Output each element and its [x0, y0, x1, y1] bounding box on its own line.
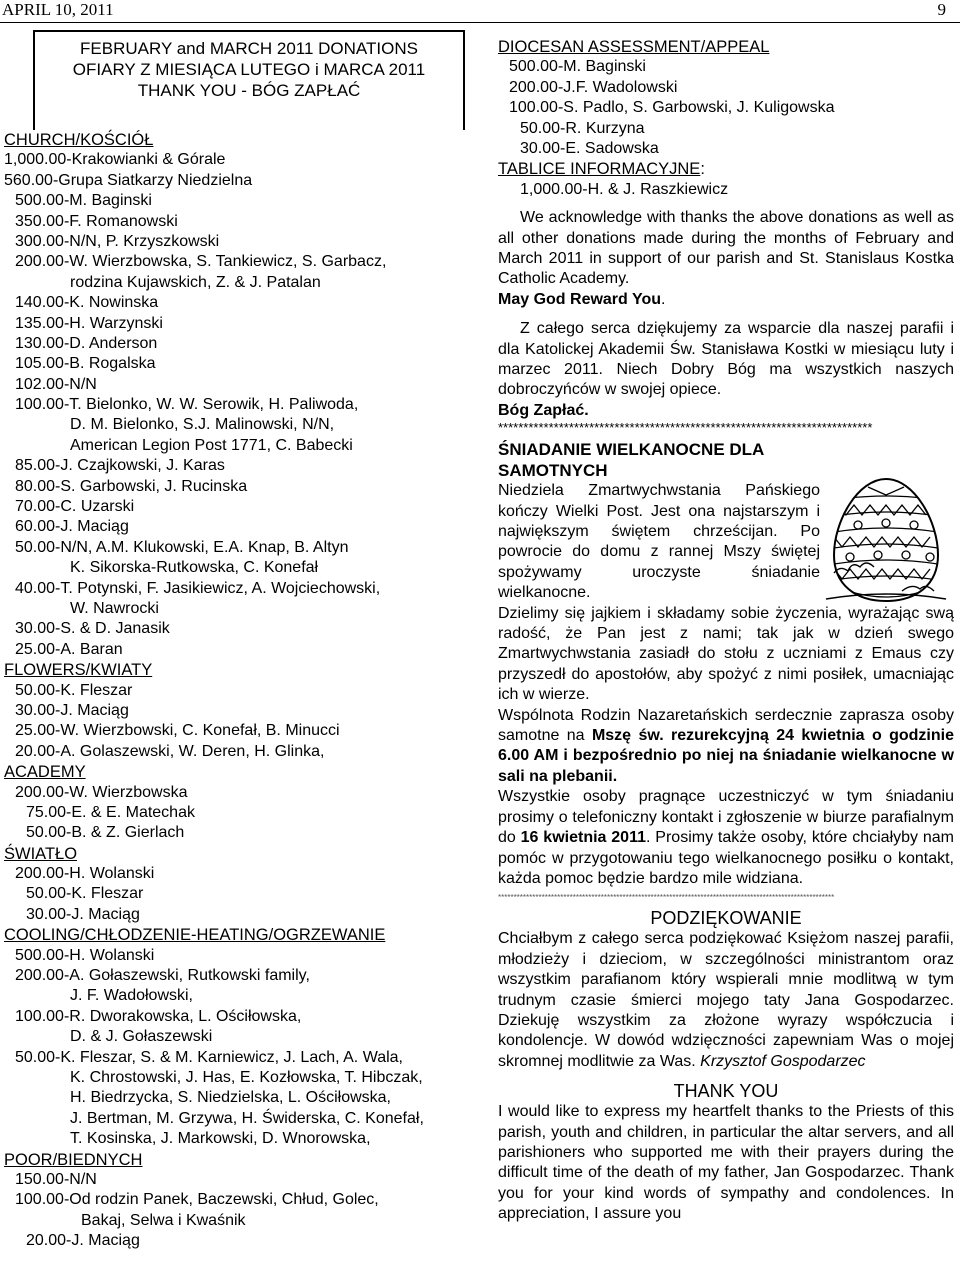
church-line: 135.00-H. Warzynski — [15, 314, 163, 332]
thank-you-text: I would like to express my heartfelt thanks to the Priests of this parish, youth and children, in particular the altar servers, and all parishioners who supported me with their prayers during the difficult time of the death of my father, Jan Gospodarzec. Thank you for your kind words of sympathy and condolences. In appreciation, I assure you — [498, 1103, 954, 1223]
flowers-heading: FLOWERS/KWIATY — [4, 661, 153, 680]
poor-line: Bakaj, Selwa i Kwaśnik — [81, 1211, 246, 1229]
light-line: 200.00-H. Wolanski — [15, 865, 155, 883]
light-line: 50.00-K. Fleszar — [26, 885, 144, 903]
church-line: 500.00-M. Baginski — [15, 192, 152, 210]
reward-english — [498, 290, 954, 310]
church-line: 300.00-N/N, P. Krzyszkowski — [15, 232, 220, 250]
flowers-line: 20.00-A. Golaszewski, W. Deren, H. Glinka, — [15, 742, 325, 760]
academy-section — [4, 762, 469, 844]
right-column — [498, 37, 954, 1225]
poor-line: 150.00-N/N — [15, 1170, 97, 1188]
poor-section — [4, 1150, 469, 1252]
church-line: 100.00-T. Bielonko, W. W. Serowik, H. Paliwoda, — [15, 396, 359, 414]
thanks-polish: Z całego serca dziękujemy za wsparcie dla naszej parafii i dla Katolickej Akademii Św. Stanisława Kostki w miesiącu luty i marzec 2011. Niech Dobry Bóg ma wszystkich naszych dobroczyńców w swojej opiece. — [498, 320, 954, 399]
church-section — [4, 130, 469, 660]
church-line: 140.00-K. Nowinska — [15, 294, 159, 312]
easter-egg-illustration — [818, 473, 954, 605]
heating-line: T. Kosinska, J. Markowski, D. Wnorowska, — [70, 1130, 371, 1148]
breakfast-paragraph-1: Niedziela Zmartwychwstania Pańskiego kończy Wielki Post. Jest ona najstarszym i największym świętem chrześcijan. Po powrocie do domu z rannej Mszy świętej spożywamy uroczyste śniadanie wielkanocne. — [498, 482, 820, 602]
reward-polish: Bóg Zapłać. — [498, 401, 589, 419]
church-line: rodzina Kujawskich, Z. & J. Patalan — [70, 273, 321, 291]
church-line: D. M. Bielonko, S.J. Malinowski, N/N, — [70, 416, 335, 434]
flowers-section — [4, 660, 469, 762]
heating-line: 100.00-R. Dworakowska, L. Ościłowska, — [15, 1007, 302, 1025]
breakfast-p3-rest: . Prosimy także osoby, które chciałyby nam pomóc w przygotowaniu tego wielkanocnego posiłku o kontakt, każda pomoc będzie bardzo mile widziana. — [498, 829, 955, 887]
poor-line: 100.00-Od rodzin Panek, Baczewski, Chłud, Golec, — [15, 1191, 379, 1209]
light-line: 30.00-J. Maciąg — [26, 905, 140, 923]
church-line: 40.00-T. Potynski, F. Jasikiewicz, A. Wojciechowski, — [15, 579, 381, 597]
diocesan-line: 50.00-R. Kurzyna — [520, 119, 645, 137]
light-section — [4, 844, 469, 926]
podziekowanie-signature: Krzysztof Gospodarzec — [700, 1052, 866, 1070]
poor-line: 20.00-J. Maciąg — [26, 1232, 140, 1250]
diocesan-line: 30.00-E. Sadowska — [520, 139, 659, 157]
heating-line: K. Chrostowski, J. Has, E. Kozłowska, T. Hibczak, — [70, 1068, 423, 1086]
breakfast-paragraph-2 — [498, 706, 954, 788]
church-line: K. Sikorska-Rutkowska, C. Konefał — [70, 559, 319, 577]
flowers-line: 25.00-W. Wierzbowski, C. Konefał, B. Minucci — [15, 722, 340, 740]
breakfast-paragraph-3 — [498, 787, 954, 889]
easter-egg-icon — [818, 473, 954, 605]
church-line: 130.00-D. Anderson — [15, 334, 158, 352]
title-line-1: FEBRUARY and MARCH 2011 DONATIONS — [80, 39, 418, 58]
page-header — [0, 0, 960, 23]
heating-line: 200.00-A. Gołaszewski, Rutkowski family, — [15, 967, 310, 985]
academy-line: 200.00-W. Wierzbowska — [15, 783, 188, 801]
church-line: 60.00-J. Maciąg — [15, 518, 129, 536]
title-line-2: OFIARY Z MIESIĄCA LUTEGO i MARCA 2011 — [72, 60, 426, 79]
church-line: 50.00-N/N, A.M. Klukowski, E.A. Knap, B. Altyn — [15, 538, 349, 556]
heating-section — [4, 925, 469, 1149]
donations-title-box — [33, 30, 465, 130]
tablice-colon: : — [700, 160, 705, 179]
church-line: 560.00-Grupa Siatkarzy Niedzielna — [4, 171, 253, 189]
church-line: 80.00-S. Garbowski, J. Rucinska — [15, 477, 248, 495]
poor-heading: POOR/BIEDNYCH — [4, 1150, 143, 1169]
church-line: 350.00-F. Romanowski — [15, 212, 178, 230]
title-line-3: THANK YOU - BÓG ZAPŁAĆ — [137, 81, 361, 100]
tablice-line: 1,000.00-H. & J. Raszkiewicz — [520, 180, 729, 198]
page-number: 9 — [937, 0, 946, 19]
breakfast-heading-2: SAMOTNYCH — [498, 461, 608, 481]
heating-line: J. Bertman, M. Grzywa, H. Świderska, C. Konefał, — [70, 1109, 424, 1127]
flowers-line: 50.00-K. Fleszar — [15, 681, 133, 699]
breakfast-p3-text: Wszystkie osoby pragnące uczestniczyć w tym śniadaniu prosimy o telefoniczny kontakt i zgłoszenie w biurze parafialnym do — [498, 788, 954, 847]
church-line: 200.00-W. Wierzbowska, S. Tankiewicz, S. Garbacz, — [15, 253, 387, 271]
diocesan-line: 100.00-S. Padlo, S. Garbowski, J. Kuligowska — [509, 99, 835, 117]
podziekowanie-text — [498, 929, 954, 1072]
diocesan-line: 200.00-J.F. Wadolowski — [509, 78, 678, 96]
easter-breakfast-section — [498, 439, 954, 889]
thank-you-heading: THANK YOU — [673, 1081, 779, 1102]
tablice-heading — [498, 159, 954, 179]
breakfast-p2-bold: Mszę św. rezurekcyjną 24 kwietnia o godzinie 6.00 AM i bezpośrednio po niej na śniadanie wielkanocne w sali na plebanii. — [498, 727, 954, 785]
light-heading: ŚWIATŁO — [4, 844, 78, 863]
breakfast-p3-date: 16 kwietnia 2011 — [520, 829, 646, 847]
tablice-section — [498, 159, 954, 200]
academy-line: 75.00-E. & E. Matechak — [26, 803, 195, 821]
podziekowanie-heading: PODZIĘKOWANIE — [650, 908, 802, 929]
stars-divider-2: ************************************************************************************************************ — [498, 893, 835, 903]
church-heading: CHURCH/KOŚCIÓŁ — [4, 131, 154, 149]
church-line: 85.00-J. Czajkowski, J. Karas — [15, 457, 225, 475]
heating-line: D. & J. Gołaszewski — [70, 1028, 213, 1046]
church-line: 25.00-A. Baran — [15, 640, 123, 658]
heating-line: 50.00-K. Fleszar, S. & M. Karniewicz, J. Lach, A. Wala, — [15, 1048, 403, 1066]
church-line: 102.00-N/N — [15, 375, 97, 393]
thanks-english: We acknowledge with thanks the above donations as well as all other donations made during the months of February and March 2011 in support of our parish and St. Stanislaus Kostka Catholic Academy. — [498, 209, 954, 288]
heating-line: 500.00-H. Wolanski — [15, 946, 155, 964]
academy-line: 50.00-B. & Z. Gierlach — [26, 824, 185, 842]
podziekowanie-section — [498, 907, 954, 1072]
reward-english-text: May God Reward You — [498, 290, 661, 308]
flowers-line: 30.00-J. Maciąg — [15, 701, 129, 719]
church-line: W. Nawrocki — [70, 599, 159, 617]
heating-line: J. F. Wadołowski, — [70, 987, 193, 1005]
podziekowanie-body: Chciałbym z całego serca podziękować Księżom naszej parafii, młodzieży i dzieciom, w szczególności ministrantom oraz wszystkim parafianom który wspierali mnie modlitwą w tym trudnym czasie śmierci mojego taty Jana Gospodarzec. Dziekuję wszystkim za złożone wyrazy współczucia i kondolencje. W dowód wdzięczności zapewniam Was o mojej skromnej modlitwie za Was. — [498, 930, 954, 1070]
left-column — [4, 30, 469, 1251]
church-line: 1,000.00-Krakowianki & Górale — [4, 151, 226, 169]
breakfast-heading-1: ŚNIADANIE WIELKANOCNE DLA — [498, 440, 765, 460]
church-line: American Legion Post 1771, C. Babecki — [70, 436, 353, 454]
thank-you-section — [498, 1080, 954, 1224]
academy-heading: ACADEMY — [4, 763, 86, 782]
issue-date: APRIL 10, 2011 — [2, 0, 114, 19]
diocesan-heading: DIOCESAN ASSESSMENT/APPEAL — [498, 38, 770, 56]
tablice-heading-text: TABLICE INFORMACYJNE — [498, 160, 701, 179]
breakfast-p2-text: Wspólnota Rodzin Nazaretańskich serdecznie zaprasza osoby samotne na — [498, 706, 954, 745]
diocesan-line: 500.00-M. Baginski — [509, 58, 646, 76]
heating-heading: COOLING/CHŁODZENIE-HEATING/OGRZEWANIE — [4, 926, 386, 945]
church-line: 30.00-S. & D. Janasik — [15, 620, 170, 638]
breakfast-paragraph-1-cont: Dzielimy się jajkiem i składamy sobie życzenia, wyrażając swą radość, że Pan jest z nami; tak jak w dzień swego Zmartwychwstania zasiadł do stołu z uczniami z Emaus czy przyszedł do apostołów, aby spożyć z nimi posiłek, umacniając ich w wierze. — [498, 604, 954, 704]
stars-divider: ************************************************************************** — [498, 421, 873, 436]
reward-english-dot: . — [661, 290, 666, 308]
diocesan-section — [498, 37, 954, 159]
church-line: 105.00-B. Rogalska — [15, 355, 156, 373]
church-line: 70.00-C. Uzarski — [15, 498, 135, 516]
heating-line: H. Biedrzycka, S. Niedzielska, L. Ościłowska, — [70, 1089, 391, 1107]
